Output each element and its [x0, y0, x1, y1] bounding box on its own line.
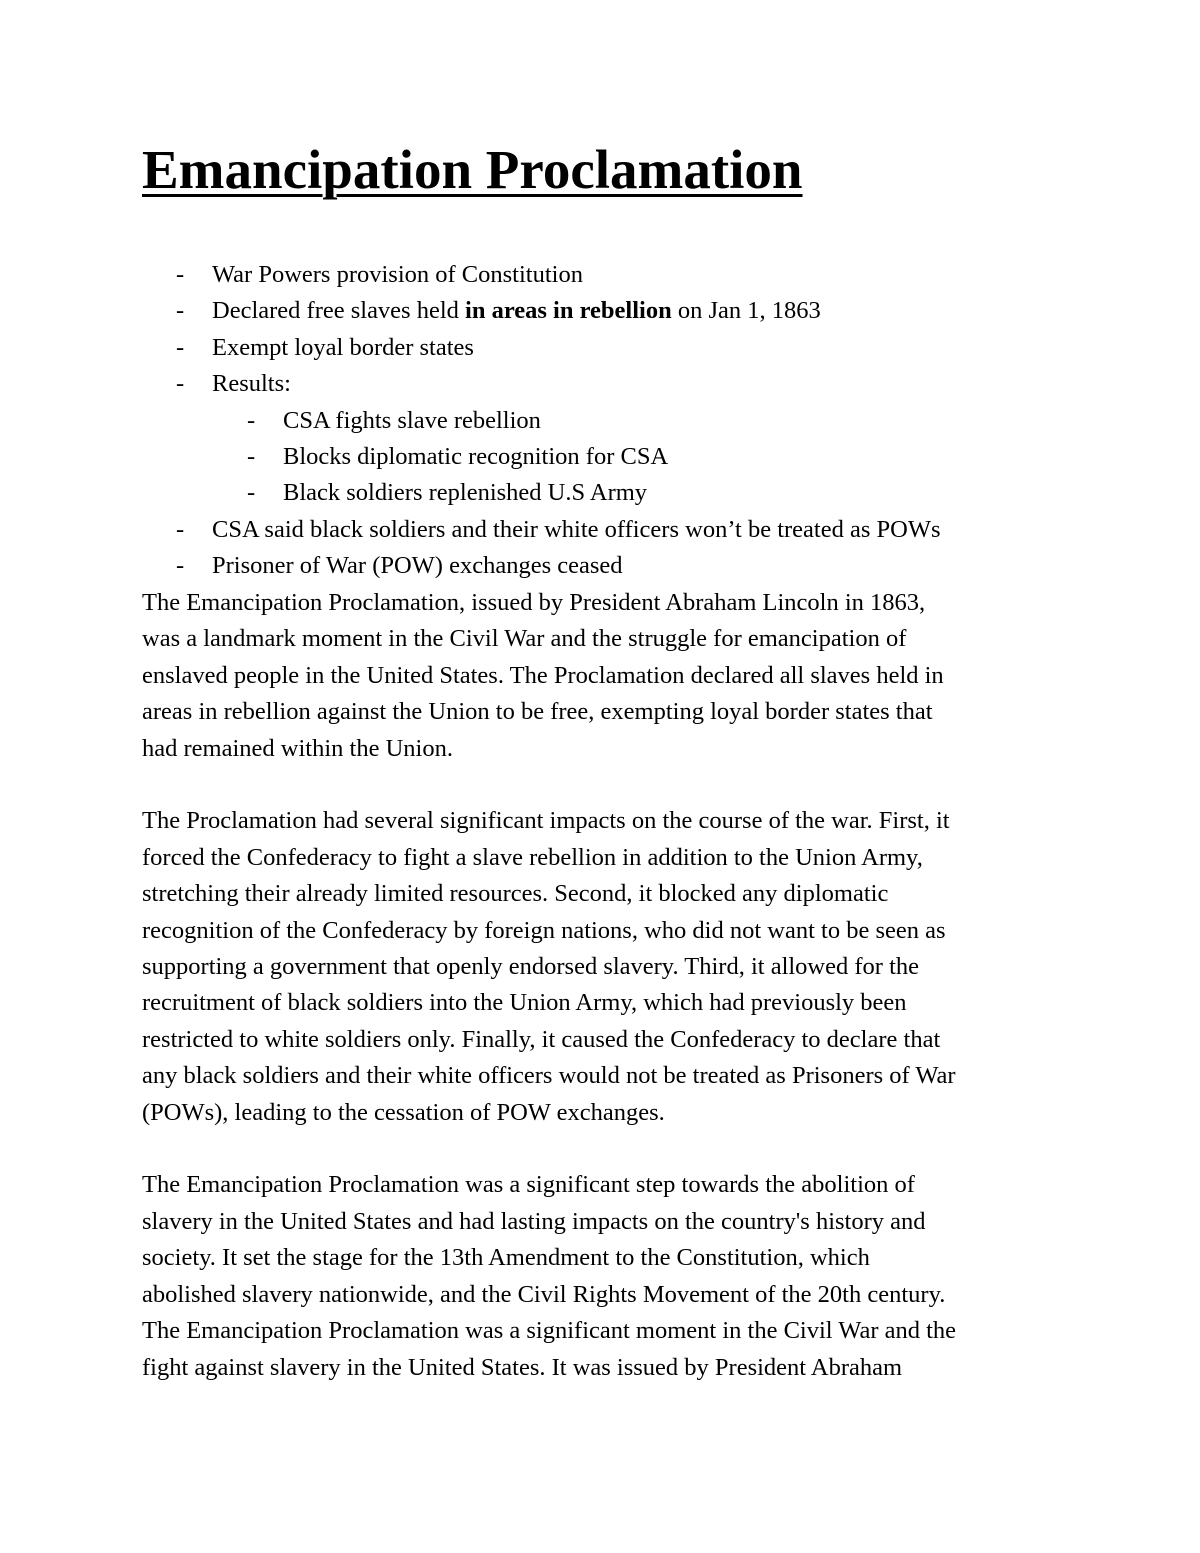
sub-list-item: [0, 439, 1200, 475]
bullet-dash: -: [247, 442, 256, 470]
bullet-list: [0, 257, 1200, 585]
paragraph: [142, 1167, 1102, 1385]
list-item: [0, 330, 1200, 366]
bullet-text: [212, 293, 821, 329]
bullet-text-bold: in areas in rebellion: [465, 297, 672, 325]
text-line: supporting a government that openly endorsed slavery. Third, it allowed for the: [142, 953, 920, 981]
text-line: The Emancipation Proclamation, issued by President Abraham Lincoln in 1863,: [142, 589, 926, 616]
text-line: slavery in the United States and had lasting impacts on the country's history and: [142, 1207, 926, 1235]
body-text: [142, 585, 1102, 1422]
bullet-text-pre: Declared free slaves held: [212, 297, 466, 325]
text-line: areas in rebellion against the Union to be free, exempting loyal border states that: [142, 698, 933, 726]
text-line: The Proclamation had several significant impacts on the course of the war. First, it: [142, 807, 950, 835]
bullet-text: Results:: [212, 370, 291, 398]
bullet-dash: -: [176, 297, 185, 325]
text-line: recognition of the Confederacy by foreign nations, who did not want to be seen as: [142, 916, 946, 944]
sub-list-item: [0, 475, 1200, 511]
page-title: Emancipation Proclamation: [142, 139, 803, 200]
bullet-text-post: on Jan 1, 1863: [671, 297, 821, 325]
bullet-dash: -: [176, 515, 185, 543]
bullet-text: Prisoner of War (POW) exchanges ceased: [212, 552, 623, 580]
text-line: (POWs), leading to the cessation of POW exchanges.: [142, 1098, 665, 1126]
sub-list-item: [0, 403, 1200, 439]
bullet-dash: -: [176, 333, 185, 361]
bullet-dash: -: [176, 261, 185, 288]
text-line: had remained within the Union.: [142, 734, 453, 762]
paragraph: [142, 803, 1102, 1131]
text-line: enslaved people in the United States. The Proclamation declared all slaves held in: [142, 661, 944, 689]
list-item: [0, 257, 1200, 293]
text-line: society. It set the stage for the 13th Amendment to the Constitution, which: [142, 1244, 870, 1272]
bullet-text: CSA said black soldiers and their white officers won’t be treated as POWs: [212, 515, 941, 543]
bullet-dash: -: [176, 552, 185, 580]
text-line: fight against slavery in the United States. It was issued by President Abraham: [142, 1353, 903, 1381]
text-line: restricted to white soldiers only. Finally, it caused the Confederacy to declare that: [142, 1025, 941, 1053]
text-line: forced the Confederacy to fight a slave rebellion in addition to the Union Army,: [142, 843, 923, 871]
bullet-text: CSA fights slave rebellion: [283, 406, 541, 434]
text-line: The Emancipation Proclamation was a significant step towards the abolition of: [142, 1171, 915, 1199]
bullet-dash: -: [247, 406, 256, 434]
bullet-dash: -: [247, 479, 256, 507]
bullet-text: Exempt loyal border states: [212, 333, 474, 361]
bullet-text: Blocks diplomatic recognition for CSA: [283, 442, 669, 470]
bullet-text: Black soldiers replenished U.S Army: [283, 479, 648, 507]
list-item: [0, 548, 1200, 584]
text-line: recruitment of black soldiers into the Union Army, which had previously been: [142, 989, 907, 1017]
text-line: The Emancipation Proclamation was a significant moment in the Civil War and the: [142, 1317, 957, 1345]
list-item: [0, 366, 1200, 402]
bullet-text: War Powers provision of Constitution: [212, 261, 583, 288]
paragraph: [142, 585, 1102, 767]
list-item: [0, 512, 1200, 548]
list-item: [0, 293, 1200, 329]
text-line: abolished slavery nationwide, and the Civil Rights Movement of the 20th century.: [142, 1280, 946, 1308]
bullet-dash: -: [176, 370, 185, 398]
text-line: any black soldiers and their white officers would not be treated as Prisoners of War: [142, 1062, 956, 1090]
text-line: was a landmark moment in the Civil War and the struggle for emancipation of: [142, 625, 907, 653]
text-line: stretching their already limited resources. Second, it blocked any diplomatic: [142, 880, 889, 908]
